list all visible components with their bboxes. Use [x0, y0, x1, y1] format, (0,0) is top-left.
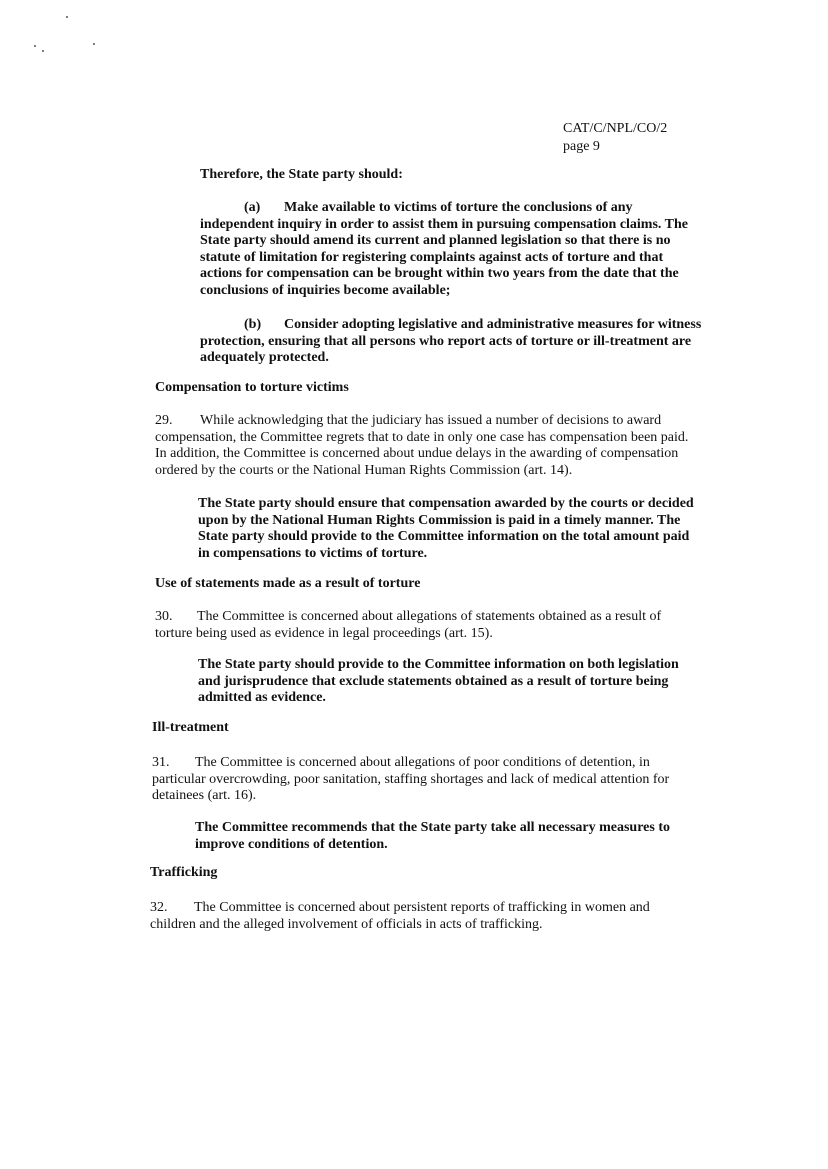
paragraph-number: 30. — [155, 609, 173, 624]
text-line: admitted as evidence. — [198, 690, 326, 705]
text-line: The Committee recommends that the State party take all necessary measures to — [195, 820, 670, 835]
paragraph-number: 29. — [155, 413, 173, 428]
recommendation-a — [200, 200, 740, 299]
recommendation-31 — [195, 820, 745, 853]
text-line: ordered by the courts or the National Human Rights Commission (art. 14). — [155, 462, 573, 478]
text-line: compensation, the Committee regrets that to date in only one case has compensation been paid. — [155, 429, 689, 445]
text-line: upon by the National Human Rights Commission is paid in a timely manner. The — [198, 512, 681, 528]
text-line: statute of limitation for registering complaints against acts of torture and that — [200, 249, 664, 265]
document-header — [563, 120, 667, 156]
paragraph-32 — [150, 900, 750, 933]
recommendation-b — [200, 317, 740, 367]
text-line: children and the alleged involvement of officials in acts of trafficking. — [150, 916, 543, 932]
paragraph-number: 31. — [152, 755, 170, 770]
document-symbol: CAT/C/NPL/CO/2 — [563, 121, 668, 136]
paragraph-31 — [152, 755, 752, 805]
section-heading-trafficking: Trafficking — [150, 865, 218, 880]
text-line: and jurisprudence that exclude statements obtained as a result of torture being — [198, 673, 669, 689]
text-line: particular overcrowding, poor sanitation, staffing shortages and lack of medical attention for — [152, 771, 670, 787]
page-number: page 9 — [563, 139, 600, 154]
text-line: Make available to victims of torture the conclusions of any — [284, 200, 633, 215]
text-line: Consider adopting legislative and administrative measures for witness — [284, 317, 702, 332]
paragraph-30 — [155, 609, 755, 642]
section-heading-ill-treatment: Ill-treatment — [152, 720, 229, 735]
text-line: actions for compensation can be brought within two years from the date that the — [200, 266, 679, 281]
section-heading-statements: Use of statements made as a result of torture — [155, 576, 421, 591]
text-line: The Committee is concerned about allegations of statements obtained as a result of — [197, 609, 662, 624]
paragraph-29 — [155, 413, 755, 479]
item-marker: (b) — [244, 317, 262, 332]
text-line: While acknowledging that the judiciary has issued a number of decisions to award — [200, 413, 662, 428]
text-line: conclusions of inquiries become available; — [200, 282, 451, 298]
text-line: The Committee is concerned about persistent reports of trafficking in women and — [194, 900, 650, 915]
recommendation-29 — [198, 496, 748, 562]
text-line: improve conditions of detention. — [195, 836, 388, 852]
recommendation-30 — [198, 657, 748, 707]
text-line: adequately protected. — [200, 350, 329, 365]
text-line: in compensations to victims of torture. — [198, 545, 428, 561]
scan-speck — [93, 43, 95, 45]
section-heading-compensation: Compensation to torture victims — [155, 380, 349, 395]
scan-speck — [66, 16, 68, 18]
text-line: independent inquiry in order to assist them in pursuing compensation claims. The — [200, 216, 689, 232]
paragraph-number: 32. — [150, 900, 168, 915]
text-line: State party should provide to the Committee information on the total amount paid — [198, 529, 690, 544]
text-line: The Committee is concerned about allegations of poor conditions of detention, in — [195, 755, 650, 770]
text-line: The State party should ensure that compensation awarded by the courts or decided — [198, 496, 694, 511]
text-line: torture being used as evidence in legal proceedings (art. 15). — [155, 625, 493, 641]
scan-speck — [34, 45, 36, 47]
text-line: protection, ensuring that all persons who report acts of torture or ill-treatment are — [200, 333, 692, 349]
recommendation-intro: Therefore, the State party should: — [200, 167, 403, 182]
text-line: The State party should provide to the Committee information on both legislation — [198, 657, 679, 672]
item-marker: (a) — [244, 200, 261, 215]
scan-speck — [42, 50, 44, 52]
text-line: In addition, the Committee is concerned about undue delays in the awarding of compensation — [155, 446, 679, 461]
text-line: State party should amend its current and planned legislation so that there is no — [200, 233, 671, 248]
text-line: detainees (art. 16). — [152, 788, 257, 803]
